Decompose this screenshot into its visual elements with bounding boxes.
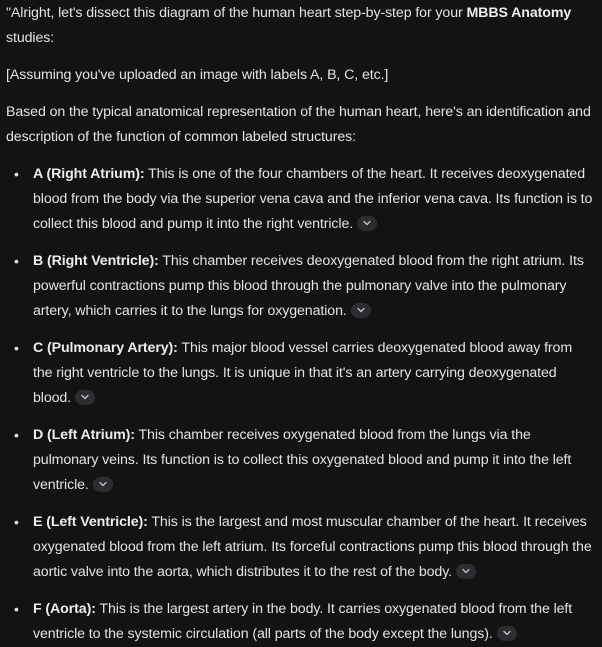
item-title: D (Left Atrium):: [33, 427, 135, 443]
expand-source-button[interactable]: [93, 477, 113, 492]
item-title: F (Aorta):: [33, 601, 96, 617]
list-item: [6, 423, 594, 498]
expand-source-button[interactable]: [75, 390, 95, 405]
bullet: •: [14, 514, 19, 530]
chevron-down-icon: [99, 481, 107, 487]
assumption-paragraph: [Assuming you've uploaded an image with labels A, B, C, etc.]: [6, 67, 389, 83]
item-text: This is one of the four chambers of the heart. It receives deoxygenated blood from the body via the superior vena cava and the inferior vena cava. Its function is to collect this blood and pump it into the right ventricle.: [33, 166, 593, 232]
intro-suffix: studies:: [6, 30, 55, 46]
item-title: B (Right Ventricle):: [33, 253, 159, 269]
list-item: [6, 162, 594, 237]
item-title: E (Left Ventricle):: [33, 514, 148, 530]
intro-paragraph: [6, 1, 594, 51]
list-item: [6, 510, 594, 585]
intro-bold: MBBS Anatomy: [466, 5, 572, 21]
bullet: •: [14, 166, 19, 182]
item-text: This major blood vessel carries deoxygenated blood away from the right ventricle to the lungs. It is unique in that it's an artery carrying deoxygenated blood.: [33, 340, 573, 406]
bullet: •: [14, 340, 19, 356]
list-item: [6, 597, 594, 647]
item-text: This is the largest artery in the body. It carries oxygenated blood from the left ventricle to the systemic circulation (all parts of the body except the lungs).: [33, 601, 573, 642]
expand-source-button[interactable]: [357, 216, 377, 231]
bullet: •: [14, 427, 19, 443]
expand-source-button[interactable]: [456, 564, 476, 579]
bullet: •: [14, 601, 19, 617]
item-title: A (Right Atrium):: [33, 166, 145, 182]
item-title: C (Pulmonary Artery):: [33, 340, 178, 356]
intro-prefix: "Alright, let's dissect this diagram of the human heart step-by-step for your: [6, 5, 467, 21]
item-text: This chamber receives deoxygenated blood from the right atrium. Its powerful contractions pump this blood through the pulmonary valve into the pulmonary artery, which carries it to the lungs for oxygenation.: [33, 253, 584, 319]
list-item: [6, 336, 594, 411]
list-item: [6, 249, 594, 324]
chevron-down-icon: [503, 630, 511, 636]
expand-source-button[interactable]: [351, 303, 371, 318]
item-text: This is the largest and most muscular chamber of the heart. It receives oxygenated blood from the left atrium. Its forceful contractions pump this blood through the aortic valve into the aorta, which distributes it to the rest of the body.: [33, 514, 592, 580]
chevron-down-icon: [81, 394, 89, 400]
item-text: This chamber receives oxygenated blood from the lungs via the pulmonary veins. Its function is to collect this oxygenated blood and pump it into the left ventricle.: [33, 427, 572, 493]
chevron-down-icon: [357, 307, 365, 313]
lead-paragraph: Based on the typical anatomical representation of the human heart, here's an identification and description of the function of common labeled structures:: [6, 104, 591, 145]
bullet: •: [14, 253, 19, 269]
structure-list: [6, 162, 594, 647]
expand-source-button[interactable]: [497, 626, 517, 641]
chevron-down-icon: [363, 220, 371, 226]
chevron-down-icon: [462, 568, 470, 574]
